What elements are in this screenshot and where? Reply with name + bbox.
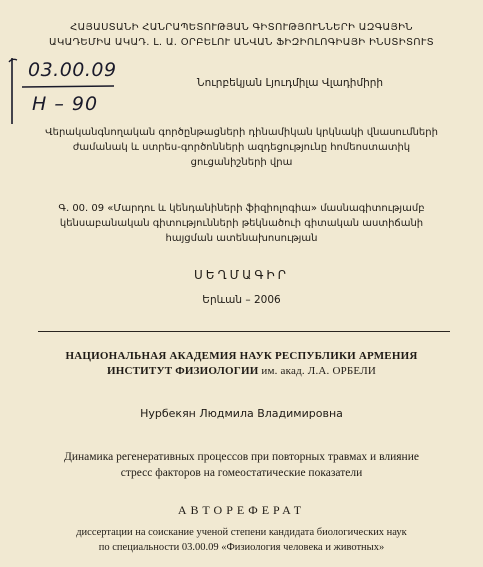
russian-institute-line-1: НАЦИОНАЛЬНАЯ АКАДЕМИЯ НАУК РЕСПУБЛИКИ АРМЕНИЯ [65,350,418,362]
armenian-specialty-line-3: հայցման ատենախոսության [165,233,318,244]
armenian-title-line-3: ցուցանիշների վրա [190,157,293,168]
armenian-abstract-label: ՍԵՂՄԱԳԻՐ [194,268,289,282]
section-divider [38,331,450,332]
russian-dissertation-line-1: диссертации на соискание ученой степени кандидата биологических наук [76,527,407,538]
russian-author-name: Нурбекян Людмила Владимировна [140,407,343,420]
armenian-city-year: Երևան – 2006 [202,294,281,306]
armenian-title-line-2: ժամանակ և ստրես-գործոնների ազդեցությունը հոմեոստատիկ [72,142,411,153]
armenian-author-name: Նուրբեկյան Լյուդմիլա Վլադիմիրի [196,77,384,89]
handwritten-shelf-code: H – 90 [32,93,99,115]
handwritten-specialty-code: 03.00.09 [28,59,117,81]
armenian-institute-line-1: ՀԱՅԱՍՏԱՆԻ ՀԱՆՐԱՊԵՏՈՒԹՅԱՆ ԳԻՏՈՒԹՅՈՒՆՆԵՐԻ ԱԶԳԱՅԻՆ [70,22,413,33]
armenian-title-line-1: Վերականգնողական գործընթացների դինամիկան կրկնակի վնասումների [45,127,438,138]
russian-institute-name: ИНСТИТУТ ФИЗИОЛОГИИ [106,365,259,377]
russian-title-line-2: стресс факторов на гомеостатические показатели [120,467,363,479]
armenian-specialty-line-1: Գ. 00. 09 «Մարդու և կենդանիների ֆիզիոլոգիա» մասնագիտությամբ [58,203,425,214]
armenian-institute-line-2: ԱԿԱԴԵՄԻԱ ԱԿԱԴ. Լ. Ա. ՕՐԲԵԼՈՒ ԱՆՎԱՆ ՖԻԶԻՈԼՈԳԻԱՅԻ ԻՆՍՏԻՏՈՒՏ [49,37,434,48]
russian-institute-line-2 [0,365,483,377]
russian-dissertation-line-2: по специальности 03.00.09 «Физиология человека и животных» [98,542,385,553]
russian-abstract-label: АВТОРЕФЕРАТ [177,503,306,517]
armenian-specialty-line-2: կենսաբանական գիտությունների թեկնածուի գիտական աստիճանի [59,218,424,229]
russian-title-line-1: Динамика регенеративных процессов при повторных травмах и влияние [64,451,419,463]
russian-institute-namesake: им. акад. Л.А. ОРБЕЛИ [258,365,377,377]
